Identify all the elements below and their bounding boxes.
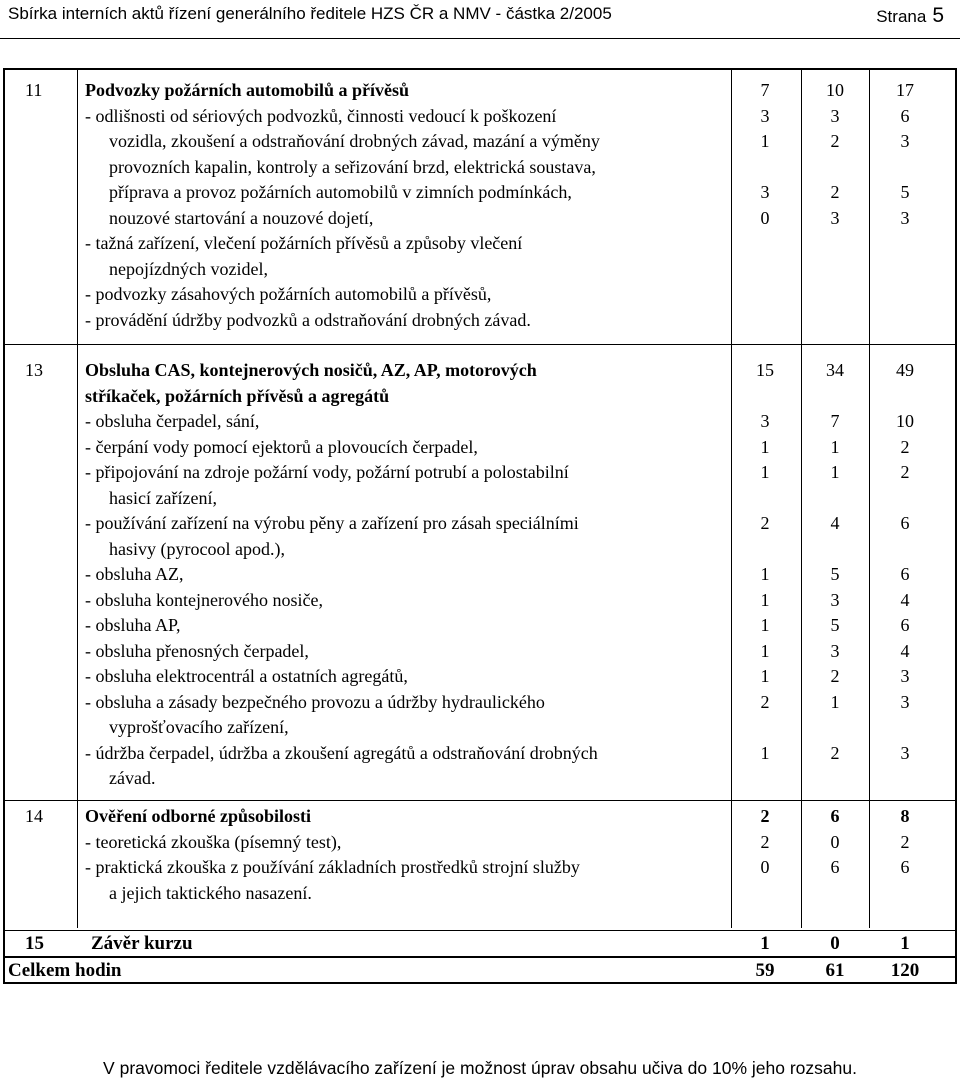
hours-value: 3 [900, 691, 910, 712]
hours-value: 4 [900, 640, 910, 661]
total-label: Celkem hodin [8, 960, 122, 981]
section-line: nepojízdných vozidel, [109, 258, 268, 279]
section-line: - obsluha AZ, [85, 564, 184, 584]
hours-total: 2 [760, 806, 770, 826]
section-line: hasivy (pyrocool apod.), [109, 538, 285, 559]
section-line: - obsluha čerpadel, sání, [85, 411, 260, 431]
hours-value [805, 155, 865, 181]
hours-total: 1 [760, 933, 770, 954]
hours-total: 6 [830, 806, 840, 826]
hours-value: 2 [830, 131, 840, 151]
hours-value: 6 [900, 615, 910, 635]
hours-value: 1 [830, 436, 840, 457]
hours-value: 3 [830, 105, 840, 126]
header-rule [0, 38, 960, 39]
row-divider [5, 344, 955, 345]
hours-value: 1 [760, 436, 770, 457]
hours-value: 1 [760, 589, 770, 610]
hours-value: 2 [830, 182, 840, 202]
hours-value: 2 [900, 436, 910, 457]
hours-value [875, 486, 935, 512]
hours-value [735, 537, 795, 563]
hours-value: 7 [830, 411, 840, 431]
hours-value: 1 [830, 691, 840, 712]
section-number: 11 [25, 80, 43, 100]
hours-value: 3 [760, 105, 770, 126]
section-line: - odlišnosti od sériových podvozků, činnosti vedoucí k poškození [85, 105, 557, 126]
section-number: 13 [25, 360, 43, 380]
section-title: Ověření odborné způsobilosti [85, 806, 312, 826]
hours-value: 1 [760, 564, 770, 584]
section-line: vyprošťovacího zařízení, [109, 717, 289, 737]
hours-value: 1 [760, 462, 770, 482]
total-value: 59 [755, 960, 775, 981]
section-line: - podvozky zásahových požárních automobilů a přívěsů, [85, 284, 492, 304]
section-title: Závěr kurzu [91, 933, 193, 954]
hours-value: 3 [760, 182, 770, 202]
hours-total: 1 [900, 933, 910, 954]
hours-value: 2 [760, 831, 770, 852]
section-line: - obsluha kontejnerového nosiče, [85, 589, 323, 610]
section-line: příprava a provoz požárních automobilů v zimních podmínkách, [109, 182, 572, 202]
section-line: - obsluha a zásady bezpečného provozu a údržby hydraulického [85, 691, 545, 712]
hours-value: 6 [900, 513, 910, 533]
section-line: - připojování na zdroje požární vody, požární potrubí a polostabilní [85, 462, 569, 482]
hours-value: 3 [900, 666, 910, 686]
section-line: - obsluha elektrocentrál a ostatních agregátů, [85, 666, 408, 686]
hours-value [875, 537, 935, 563]
hours-column-3 [875, 358, 935, 766]
section-description [85, 78, 725, 333]
hours-value: 2 [900, 831, 910, 852]
hours-column-2 [805, 804, 865, 881]
hours-value: 10 [896, 411, 914, 431]
hours-value: 1 [760, 615, 770, 635]
hours-value: 2 [830, 666, 840, 686]
section-description [85, 358, 725, 792]
hours-value: 3 [900, 207, 910, 228]
hours-value [735, 486, 795, 512]
hours-value [735, 715, 795, 741]
hours-total: 7 [760, 80, 770, 100]
section-line: - používání zařízení na výrobu pěny a zařízení pro zásah speciálními [85, 513, 579, 533]
hours-value: 0 [830, 831, 840, 852]
hours-value: 2 [760, 691, 770, 712]
section-line: - praktická zkouška z používání základních prostředků strojní služby [85, 857, 580, 877]
hours-column-1 [735, 804, 795, 881]
hours-column-2 [805, 358, 865, 766]
hours-value: 6 [830, 857, 840, 877]
section-number: 14 [25, 806, 43, 826]
hours-value [805, 715, 865, 741]
hours-value: 3 [760, 411, 770, 431]
hours-value: 1 [830, 462, 840, 482]
hours-value: 4 [830, 513, 840, 533]
hours-value: 0 [760, 857, 770, 877]
page-number: 5 [932, 4, 944, 27]
hours-total: 8 [900, 806, 910, 826]
hours-value: 6 [900, 105, 910, 126]
curriculum-table [3, 68, 957, 984]
hours-total: 34 [826, 360, 844, 380]
hours-column-2 [805, 78, 865, 231]
hours-column-1 [735, 358, 795, 766]
page-indicator [876, 4, 944, 28]
section-line: nouzové startování a nouzové dojetí, [109, 207, 374, 228]
hours-total: 49 [896, 360, 914, 380]
page-label: Strana [876, 7, 927, 26]
section-line: závad. [109, 768, 156, 788]
section-title-continued: stříkaček, požárních přívěsů a agregátů [85, 385, 390, 406]
section-line: - tažná zařízení, vlečení požárních přívěsů a způsoby vlečení [85, 233, 523, 253]
section-title: Obsluha CAS, kontejnerových nosičů, AZ, AP, motorových [85, 360, 537, 380]
hours-value: 3 [900, 131, 910, 151]
hours-total: 15 [756, 360, 774, 380]
hours-value: 4 [900, 589, 910, 610]
hours-value: 1 [760, 131, 770, 151]
hours-value: 3 [900, 742, 910, 763]
hours-value [875, 155, 935, 181]
hours-value [735, 155, 795, 181]
hours-value: 5 [830, 564, 840, 584]
hours-value: 3 [830, 207, 840, 228]
hours-column-1 [735, 78, 795, 231]
section-line: a jejich taktického nasazení. [109, 882, 312, 903]
hours-value: 1 [760, 742, 770, 763]
hours-value: 5 [900, 182, 910, 202]
row-divider [5, 800, 955, 801]
section-line: - provádění údržby podvozků a odstraňování drobných závad. [85, 309, 531, 330]
section-description [85, 804, 725, 906]
total-value: 120 [890, 960, 920, 981]
hours-value: 1 [760, 640, 770, 661]
hours-column-3 [875, 78, 935, 231]
section-line: vozidla, zkoušení a odstraňování drobných závad, mazání a výměny [109, 131, 600, 151]
section-15-row [5, 931, 955, 957]
hours-value: 0 [760, 207, 770, 228]
section-line: - údržba čerpadel, údržba a zkoušení agregátů a odstraňování drobných [85, 742, 598, 763]
section-line: - obsluha AP, [85, 615, 181, 635]
hours-value: 2 [900, 462, 910, 482]
hours-value [805, 486, 865, 512]
section-line: - čerpání vody pomocí ejektorů a plovoucích čerpadel, [85, 436, 478, 457]
hours-value: 2 [830, 742, 840, 763]
hours-value: 2 [760, 513, 770, 533]
total-hours-row [5, 958, 955, 984]
section-line: provozních kapalin, kontroly a seřizování brzd, elektrická soustava, [109, 156, 596, 177]
hours-value [875, 715, 935, 741]
hours-value: 6 [900, 564, 910, 584]
hours-value: 5 [830, 615, 840, 635]
section-title: Podvozky požárních automobilů a přívěsů [85, 80, 410, 100]
section-number: 15 [25, 933, 44, 954]
hours-value: 6 [900, 857, 910, 877]
hours-column-3 [875, 804, 935, 881]
section-line: hasicí zařízení, [109, 487, 217, 508]
footer-note: V pravomoci ředitele vzdělávacího zařízení je možnost úprav obsahu učiva do 10% jeho rozsahu. [103, 1058, 857, 1078]
section-line: - obsluha přenosných čerpadel, [85, 640, 309, 661]
document-header-title: Sbírka interních aktů řízení generálního ředitele HZS ČR a NMV - částka 2/2005 [8, 4, 612, 23]
hours-total: 17 [896, 80, 914, 100]
hours-value: 3 [830, 640, 840, 661]
hours-total: 10 [826, 80, 844, 100]
total-value: 61 [825, 960, 845, 981]
hours-total: 0 [830, 933, 840, 954]
hours-value: 3 [830, 589, 840, 610]
section-line: - teoretická zkouška (písemný test), [85, 831, 342, 852]
hours-value [805, 537, 865, 563]
hours-value: 1 [760, 666, 770, 686]
